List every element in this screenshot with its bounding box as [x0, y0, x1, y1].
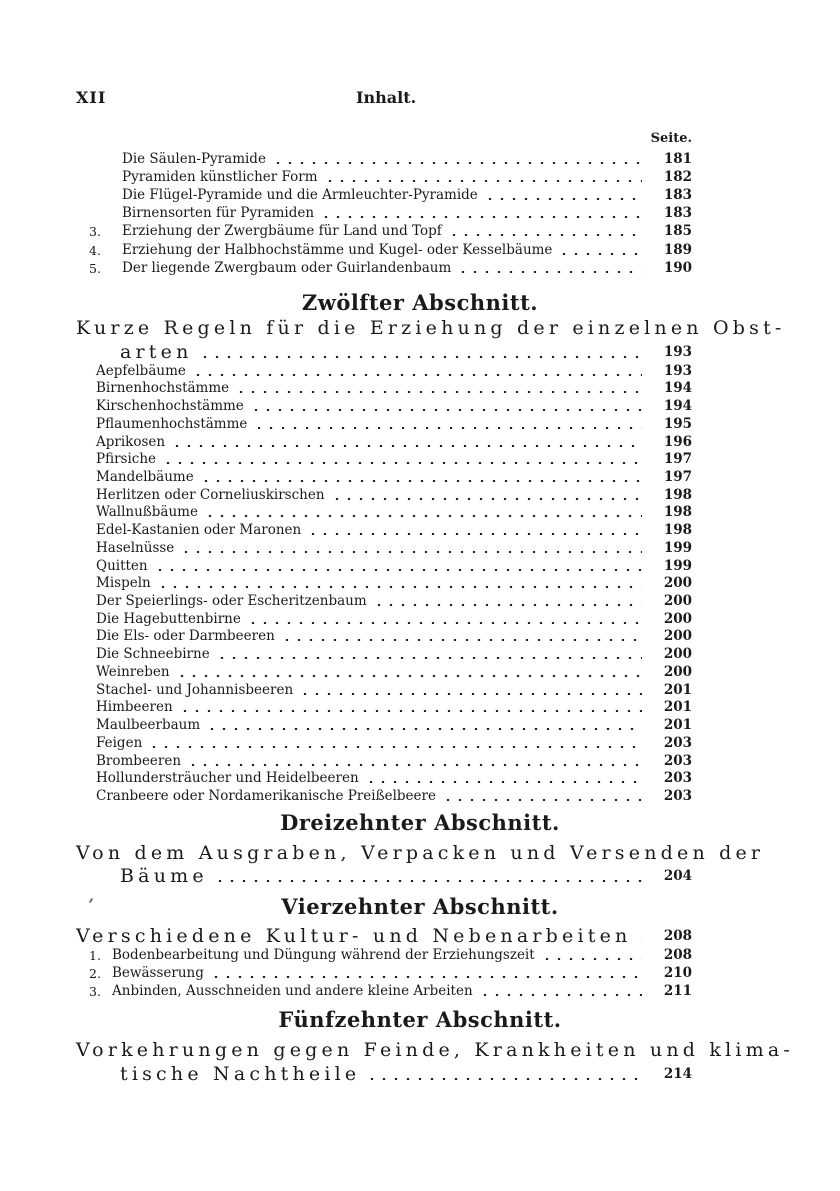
entry-page: 200	[663, 593, 692, 610]
toc-entry	[96, 752, 692, 770]
leader-dots	[373, 604, 642, 606]
entry-title: Erziehung der Zwergbäume für Land und Topf	[122, 223, 442, 240]
entry-page: 198	[663, 522, 692, 539]
entry-page: 203	[663, 787, 692, 804]
toc-entry	[96, 592, 692, 610]
toc-entry	[96, 362, 692, 380]
entry-title: Bodenbearbeitung und Düngung während der Erziehungszeit	[112, 946, 535, 963]
section-13-title-line2	[76, 864, 692, 888]
entry-page: 198	[663, 504, 692, 521]
leader-dots	[206, 728, 642, 730]
toc-entry	[96, 787, 692, 805]
entry-page: 199	[663, 539, 692, 556]
toc-entry	[96, 415, 692, 433]
leader-dots	[179, 710, 642, 712]
section-13-page: 204	[663, 868, 692, 884]
entry-title: Aepfelbäume	[96, 362, 186, 379]
leader-dots	[299, 693, 642, 695]
toc-entry	[96, 504, 692, 522]
toc-entry	[76, 964, 692, 982]
entry-title: Anbinden, Ausschneiden und andere kleine Arbeiten	[112, 982, 473, 999]
entry-title: Kirschenhochstämme	[96, 398, 244, 415]
entry-page: 210	[663, 964, 692, 981]
entry-title: Die Els- oder Darmbeeren	[96, 628, 275, 645]
leader-dots	[204, 515, 642, 517]
entry-title: Erziehung der Halbhochstämme und Kugel- oder Kesselbäume	[122, 241, 553, 258]
leader-dots	[484, 198, 642, 200]
toc-entry	[96, 699, 692, 717]
section-15-page: 214	[663, 1066, 692, 1082]
entry-title: Pflaumenhochstämme	[96, 415, 248, 432]
entry-page: 194	[663, 380, 692, 397]
toc-entry	[96, 681, 692, 699]
entry-number: 1.	[89, 947, 101, 963]
toc-entry	[96, 734, 692, 752]
leader-dots	[479, 994, 642, 996]
entry-page: 200	[663, 663, 692, 680]
entry-page: 194	[663, 398, 692, 415]
entry-title: Weinreben	[96, 663, 170, 680]
entry-page: 208	[663, 946, 692, 963]
section-15-heading: Fünfzehnter Abschnitt.	[278, 1007, 562, 1032]
leader-dots	[457, 271, 642, 273]
leader-dots	[272, 162, 642, 164]
entry-page: 197	[663, 451, 692, 468]
entry-title: Haselnüsse	[96, 539, 175, 556]
entry-page: 200	[663, 610, 692, 627]
toc-entry	[76, 205, 692, 223]
toc-entry	[96, 557, 692, 575]
entry-title: Herlitzen oder Corneliuskirschen	[96, 486, 325, 503]
section-14-title-text: Verschiedene Kultur- und Nebenarbeiten	[76, 925, 632, 947]
section-13-title-line1: Von dem Ausgraben, Verpacken und Versenden der	[76, 842, 765, 864]
entry-title: Birnensorten für Pyramiden	[122, 205, 315, 222]
entry-title: Feigen	[96, 734, 143, 751]
toc-entry	[96, 433, 692, 451]
entry-number: 5.	[89, 260, 101, 276]
entry-title: Die Hagebuttenbirne	[96, 610, 241, 627]
section-12-title-line2	[76, 340, 692, 364]
leader-dots	[253, 427, 642, 429]
entry-page: 197	[663, 469, 692, 485]
entry-page: 203	[663, 770, 692, 787]
entry-title: Mandelbäume	[96, 469, 194, 485]
entry-title: Stachel- und Johannisbeeren	[96, 681, 294, 698]
leader-dots	[162, 462, 642, 464]
leader-dots	[187, 764, 642, 766]
leader-dots	[366, 1078, 642, 1080]
leader-dots	[247, 622, 642, 624]
toc-entry	[96, 397, 692, 415]
entry-title: Der liegende Zwergbaum oder Guirlandenbaum	[122, 259, 452, 276]
entry-number: 3.	[89, 224, 101, 240]
running-header-left: XII	[76, 88, 107, 107]
entry-page: 211	[663, 982, 692, 999]
toc-entry	[96, 646, 692, 664]
entry-page: 182	[663, 168, 692, 185]
entry-page: 195	[663, 415, 692, 432]
leader-dots	[558, 253, 642, 255]
toc-entry	[76, 150, 692, 168]
entry-number: 2.	[89, 965, 101, 981]
entry-page: 199	[663, 557, 692, 574]
entry-title: Hollundersträucher und Heidelbeeren	[96, 770, 359, 787]
entry-page: 203	[663, 734, 692, 751]
entry-page: 201	[663, 681, 692, 698]
entry-title: Edel-Kastanien oder Maronen	[96, 522, 302, 539]
section-12-heading: Zwölfter Abschnitt.	[301, 290, 539, 315]
entry-title: Birnenhochstämme	[96, 380, 230, 397]
leader-dots	[637, 940, 642, 942]
leader-dots	[541, 958, 642, 960]
toc-entry	[96, 468, 692, 486]
entry-page: 198	[663, 486, 692, 503]
entry-page: 185	[663, 223, 692, 240]
section-14-page: 208	[663, 928, 692, 944]
section-12-title-cont: arten	[120, 341, 193, 363]
leader-dots	[171, 445, 642, 447]
leader-dots	[214, 880, 642, 882]
leader-dots	[307, 533, 642, 535]
entry-page: 201	[663, 699, 692, 716]
entry-page: 203	[663, 752, 692, 769]
entry-page: 189	[663, 241, 692, 258]
entry-title: Cranbeere oder Nordamerikanische Preißelbeere	[96, 787, 436, 804]
toc-entry	[96, 539, 692, 557]
leader-dots	[320, 216, 642, 218]
entry-page: 193	[663, 362, 692, 379]
leader-dots	[250, 409, 642, 411]
entry-page: 200	[663, 646, 692, 663]
leader-dots	[200, 480, 642, 482]
entry-number: 4.	[89, 242, 101, 258]
toc-entry	[96, 663, 692, 681]
entry-title: Die Säulen-Pyramide	[122, 150, 266, 167]
entry-page: 201	[663, 717, 692, 734]
entry-title: Himbeeren	[96, 699, 173, 716]
toc-entry	[96, 575, 692, 593]
toc-entry	[96, 610, 692, 628]
toc-entry	[76, 168, 692, 186]
entry-title: Wallnußbäume	[96, 504, 198, 521]
toc-entry	[76, 259, 692, 277]
entry-title: Aprikosen	[96, 433, 166, 450]
leader-dots	[281, 639, 642, 641]
leader-dots	[324, 180, 642, 182]
toc-entry	[76, 186, 692, 204]
section-13-heading: Dreizehnter Abschnitt.	[280, 810, 560, 835]
leader-dots	[210, 976, 642, 978]
entry-title: Die Schneebirne	[96, 646, 210, 663]
toc-entry	[76, 946, 692, 964]
section-12-title-line1: Kurze Regeln für die Erziehung der einzelnen Obst-	[76, 317, 786, 339]
leader-dots	[216, 657, 642, 659]
leader-dots	[192, 374, 642, 376]
entry-page: 183	[663, 205, 692, 222]
toc-entry	[96, 716, 692, 734]
toc-entry	[76, 223, 692, 241]
entry-title: Mispeln	[96, 575, 151, 592]
entry-page: 200	[663, 628, 692, 645]
entry-title: Pfirsiche	[96, 451, 157, 468]
entry-page: 200	[663, 575, 692, 592]
section-13-title-cont: Bäume	[120, 865, 208, 887]
leader-dots	[365, 781, 642, 783]
section-12-page: 193	[663, 344, 692, 360]
leader-dots	[176, 675, 642, 677]
leader-dots	[154, 569, 642, 571]
leader-dots	[199, 356, 642, 358]
leader-dots	[442, 799, 642, 801]
toc-entry	[96, 380, 692, 398]
leader-dots	[180, 551, 642, 553]
section-14-title	[76, 924, 692, 948]
entry-page: 190	[663, 259, 692, 276]
toc-entry	[96, 451, 692, 469]
entry-title: Bewässerung	[112, 964, 204, 981]
entry-title: Der Speierlings- oder Escheritzenbaum	[96, 593, 367, 610]
entry-title: Brombeeren	[96, 752, 182, 769]
toc-entry	[96, 770, 692, 788]
leader-dots	[448, 234, 642, 236]
entry-title: Pyramiden künstlicher Form	[122, 168, 318, 185]
toc-entry	[76, 982, 692, 1000]
section-15-title-cont: tische Nachtheile	[120, 1063, 361, 1085]
leader-dots	[148, 746, 642, 748]
entry-page: 181	[663, 150, 692, 167]
running-header-title: Inhalt.	[356, 88, 417, 107]
section-14-heading: Vierzehnter Abschnitt.	[281, 894, 559, 919]
entry-title: Die Flügel-Pyramide und die Armleuchter-Pyramide	[122, 187, 478, 204]
leader-dots	[235, 391, 642, 393]
section-15-title-line2	[76, 1062, 692, 1086]
toc-entry	[76, 241, 692, 259]
leader-dots	[157, 586, 642, 588]
leader-dots	[331, 498, 642, 500]
section-15-title-line1: Vorkehrungen gegen Feinde, Krankheiten und klima-	[76, 1039, 794, 1061]
entry-number: 3.	[89, 983, 101, 999]
entry-title: Quitten	[96, 557, 148, 574]
entry-page: 183	[663, 187, 692, 204]
entry-page: 196	[663, 433, 692, 450]
toc-entry	[96, 628, 692, 646]
toc-entry	[96, 486, 692, 504]
toc-entry	[96, 521, 692, 539]
entry-title: Maulbeerbaum	[96, 717, 201, 734]
page-column-label: Seite.	[650, 131, 692, 146]
